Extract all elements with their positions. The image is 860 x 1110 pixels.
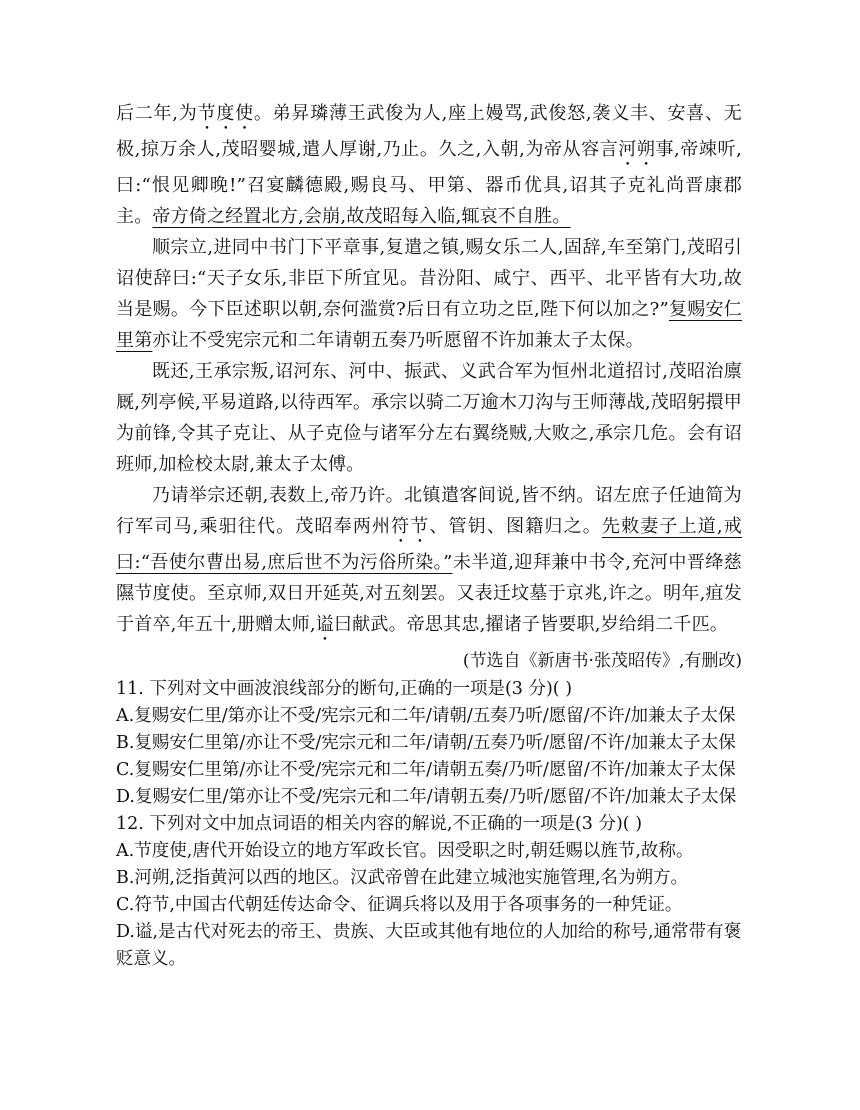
source-citation: (节选自《新唐书·张茂昭传》,有删改) [462,651,742,671]
option-label: A. [116,706,135,726]
underlined-sentence: 先敕妻子上道,戒曰:“吾使尔曹出易,庶后世不为污俗所染。” [116,516,742,573]
question-12-option-a[interactable] [116,838,742,865]
question-12-option-c[interactable] [116,892,742,919]
passage-paragraph-2 [116,232,742,356]
text: 亦让不受宪宗元和二年请朝五奏乃听愿留不许加兼太子太保。 [152,330,644,351]
option-text: 复赐安仁里第/亦让不受/宪宗元和二年/请朝/五奏乃听/愿留/不许/加兼太子太保 [134,733,736,753]
question-12-stem: 12. 下列对文中加点词语的相关内容的解说,不正确的一项是(3 分)( ) [116,814,643,834]
dotted-term: 河朔 [618,139,656,160]
question-11-option-c[interactable] [116,757,742,784]
dotted-term: 谥 [315,614,334,635]
option-label: B. [116,733,135,753]
text: 乃请举宗还朝,表数上,帝乃许。北镇遣客间说,皆不纳。诏左庶子任迪简为行军司马,乘驲往代。茂昭奉两州 [116,485,742,537]
text: 事,帝竦听,曰:“恨见卿晚!”召宴麟德殿,赐良马、甲第、器币优具,诏其子克礼尚晋康郡主。 [116,139,742,227]
dotted-term: 节度使 [197,103,254,124]
text: 既还,王承宗叛,诏河东、河中、振武、义武合军为恒州北道招讨,茂昭治廪厩,列亭候,平易道路,以待西军。承宗以骑二万逾木刀沟与王师薄战,茂昭躬擐甲为前锋,令其子克让、从子克俭与诸军分左右翼绕贼,大败之,承宗几危。会有诏班师,加检校太尉,兼太子太傅。 [116,361,742,475]
option-label: D. [116,787,135,807]
option-text: 复赐安仁里第/亦让不受/宪宗元和二年/请朝五奏/乃听/愿留/不许/加兼太子太保 [134,760,736,780]
passage-paragraph-3 [116,356,742,480]
passage-paragraph-4 [116,480,742,645]
text: 、管钥、图籍归之。 [429,516,602,537]
text: 曰献武。帝思其忠,擢诸子皆要职,岁给绢二千匹。 [333,614,729,635]
option-label: B. [116,868,135,888]
question-11-option-a[interactable] [116,703,742,730]
option-label: A. [116,841,135,861]
question-12-option-d[interactable] [116,919,742,973]
question-11-option-b[interactable] [116,730,742,757]
option-text: 谥,是古代对死去的帝王、贵族、大臣或其他有地位的人加给的称号,通常带有褒贬意义。 [116,922,742,969]
dotted-term: 符节 [391,516,430,537]
question-11-stem: 11. 下列对文中画波浪线部分的断句,正确的一项是(3 分)( ) [116,679,573,699]
option-label: C. [116,895,135,915]
question-12-option-b[interactable] [116,865,742,892]
option-text: 符节,中国古代朝廷传达命令、征调兵将以及用于各项事务的一种凭证。 [134,895,683,915]
document-page [116,98,742,973]
option-text: 复赐安仁里/第亦让不受/宪宗元和二年/请朝/五奏乃听/愿留/不许/加兼太子太保 [134,706,736,726]
wavy-underlined-segment: 复赐安仁里第 [116,299,742,351]
option-label: D. [116,922,135,942]
underlined-sentence: 帝方倚之经置北方,会崩,故茂昭每入临,辄哀不自胜。 [152,206,571,227]
text: 顺宗立,进同中书门下平章事,复遣之镇,赐女乐二人,固辞,车至第门,茂昭引诏使辞曰:“天子女乐,非臣下所宜见。昔汾阳、咸宁、西平、北平皆有大功,故当是赐。今下臣述职以朝,奈何滥赏?后日有立功之臣,陛下何以加之?” [116,237,742,320]
option-text: 河朔,泛指黄河以西的地区。汉武帝曾在此建立城池实施管理,名为朔方。 [134,868,689,888]
question-11-option-d[interactable] [116,784,742,811]
text: 未半道,迎拜兼中书令,充河中晋绛慈隰节度使。至京师,双日开延英,对五刻罢。又表迁坟墓于京兆,许之。明年,疽发于首卒,年五十,册赠太师, [116,552,743,635]
text: 后二年,为 [116,103,198,124]
option-text: 节度使,唐代开始设立的地方军政长官。因受职之时,朝廷赐以旌节,故称。 [134,841,694,861]
passage-paragraph-1 [116,98,742,232]
option-text: 复赐安仁里/第亦让不受/宪宗元和二年/请朝五奏/乃听/愿留/不许/加兼太子太保 [134,787,737,807]
text: 。弟昇璘薄王武俊为人,座上嫚骂,武俊怒,袭义丰、安喜、无极,掠万余人,茂昭婴城,遣人厚谢,乃止。久之,入朝,为帝从容言 [116,103,742,160]
option-label: C. [116,760,135,780]
